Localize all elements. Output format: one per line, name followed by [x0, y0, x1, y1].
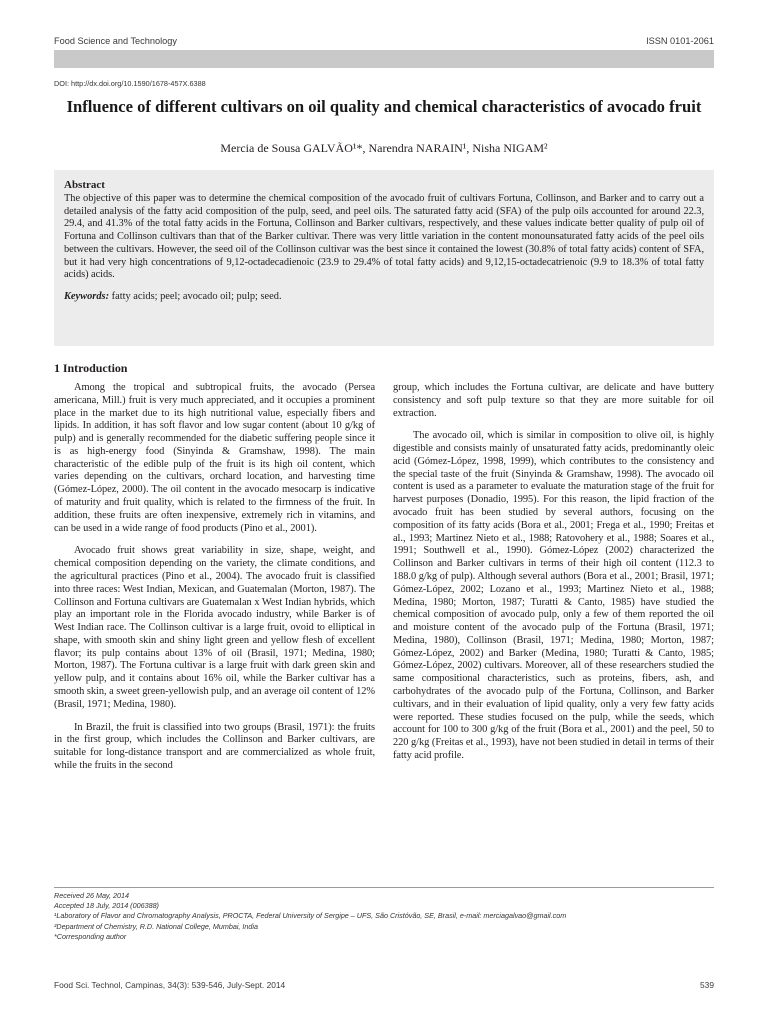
issn: ISSN 0101-2061	[646, 36, 714, 46]
abstract-box	[54, 170, 714, 346]
article-title: Influence of different cultivars on oil quality and chemical characteristics of avocado fruit	[66, 97, 702, 116]
footnote-divider	[54, 887, 714, 888]
running-header	[54, 33, 714, 49]
section-heading-introduction: 1 Introduction	[54, 361, 128, 375]
author-list: Mercia de Sousa GALVÃO¹*, Narendra NARAIN¹, Nisha NIGAM²	[220, 141, 548, 155]
abstract-text: The objective of this paper was to determine the chemical composition of the avocado fruit of cultivars Fortuna, Collinson, and Barker and to carry out a detailed analysis of the fatty acid composition of the pulp, seed, and peel oils. The saturated fatty acid (SFA) of the pulp oils accounted for around 22.3, 29.4, and 41.3% of the total fatty acids in the Fortuna, Collinson and Barker cultivars, respectively, and these values indicate better quality of pulp oil of Fortuna and Collinson cultivars than that of the Barker cultivar. There was very little variation in the content monounsaturated fatty acids of the peel oils between the cultivars. However, the seed oil of the Collinson cultivar was the best since it contained the lowest (30.8% of total fatty acids) content of SFA, but it had very high concentrations of 9,12-octadecadienoic (23.9 to 29.4% of total fatty acids) and 9,12,15-octadecatrienoic (9.9 to 18.3% of total fatty acids) acids.	[64, 193, 704, 281]
journal-name: Food Science and Technology	[54, 36, 177, 46]
doi-link[interactable]: http://dx.doi.org/10.1590/1678-457X.6388	[71, 79, 206, 88]
affiliation-2: ²Department of Chemistry, R.D. National College, Mumbai, India	[54, 921, 258, 931]
right-column	[393, 382, 714, 773]
body-paragraph: Avocado fruit shows great variability in size, shape, weight, and chemical composition depending on the variety, the climate conditions, and the agricultural practices (Pino et al., 2004). The avocado fruit is classified into three races: West Indian, Mexican, and Guatemalan (Morton, 1987). The Collinson and Fortuna cultivars are Guatemalan x West Indian hybrids, which play an important role in the Florida avocado industry, while Barker is of West Indian race. The Collinson cultivar is a large fruit, ovoid to elliptical in shape, with smooth skin and shiny light green and yellow flesh of excellent flavor; its pulp contains about 13% of oil (Brasil, 1971; Medina, 1980; Morton, 1987). The Fortuna cultivar is a large fruit with dark green skin and yellow pulp, and it contains about 16% oil, while the Barker cultivar has a smooth skin, a sweet green-yellowish pulp, and an average oil content of 12% (Brasil, 1971; Medina, 1980).	[54, 545, 375, 710]
running-footer	[54, 978, 714, 992]
page-number: 539	[700, 980, 714, 990]
footnotes	[54, 891, 714, 942]
keywords-label: Keywords:	[64, 290, 110, 302]
body-paragraph: group, which includes the Fortuna cultivar, are delicate and have buttery consistency and soft pulp texture so that they are more suitable for oil extraction.	[393, 382, 714, 419]
body-paragraph: Among the tropical and subtropical fruits, the avocado (Persea americana, Mill.) fruit is very much appreciated, and it occupies a prominent place in the market due to its high nutritional value, especially fibers and lipids. In addition, it has soft flavor and low sugar content (about 10 g/kg of pulp) and is generally recommended for the diabetic suffering people since it is as high-energy food (Sinyinda & Gramshaw, 1998). The main characteristic of the edible pulp of the fruit is its high oil content, which varies depending on the cultivars, orchard location, and harvesting time (Gómez-López, 2000). The oil content in the avocado mesocarp is indicative of maturity and fruit quality, which is related to the firmness of the fruit. In addition, these fruits are often inexpensive, extremely rich in vitamins, and can be used in a wide range of food products (Pino et al., 2001).	[54, 382, 375, 534]
doi-prefix: DOI:	[54, 79, 72, 88]
body-paragraph: In Brazil, the fruit is classified into two groups (Brasil, 1971): the fruits in the first group, which includes the Collinson and Barker cultivars, are suitable for long-distance transport and are commercialized as whole fruit, while the fruits in the second	[54, 721, 375, 771]
corresponding-author-note: *Corresponding author	[54, 931, 127, 941]
keywords-line	[64, 290, 704, 303]
citation: Food Sci. Technol, Campinas, 34(3): 539-546, July-Sept. 2014	[54, 980, 286, 990]
header-band	[54, 50, 714, 68]
doi-line	[54, 79, 206, 88]
body-paragraph: The avocado oil, which is similar in composition to olive oil, is highly digestible and consists mainly of unsaturated fatty acids, predominantly oleic acid (Gómez-López, 1998, 1999), which contributes to the consistency and the special taste of the fruit (Sinyinda & Gramshaw, 1998). The avocado oil content is used as a parameter to evaluate the maturation stage of the fruit for harvest purposes (Donadio, 1995). For this reason, the lipid fraction of the avocado fruit has been studied by several authors, focusing on the composition of its fatty acids (Bora et al., 2001; Frega et al., 1990; Freitas et al., 1993; Martinez Nieto et al., 1988; Ratovohery et al., 1988; Soares et al., 1991; Southwell et al., 1990). Gómez-López (2002) characterized the Collinson and Barker cultivars in terms of their high oil content (112.3 to 188.0 g/kg of pulp). Although several authors (Bora et al., 2001; Brasil, 1971; Gómez-López, 2002; Lozano et al., 1993; Martinez Nieto et al., 1988; Medina, 1980; Morton, 1987; Turatti & Canto, 1985) have studied the chemical composition of avocado pulp, only a few of them reported the oil and moisture content of the avocado pulp of the Fortuna (Brasil, 1971; Medina, 1980), Collinson (Brasil, 1971; Medina, 1980; Morton, 1987; Gómez-López, 2002) and Barker (Medina, 1980; Turatti & Canto, 1985; Gómez-López, 2002) cultivars. Moreover, all of these researchers studied the same compositional characteristics, such as proteins, fibers, ash, and carbohydrates of the avocado pulp of the Fortuna, Collinson, and Barker cultivars, and in their evaluation of lipid quality, only a very few fatty acids were reported. These studies focused on the pulp, while the seeds, which account for 100 to 300 g/kg of the fruit (Bora et al., 2001) and the peel, 50 to 220 g/kg (Freitas et al., 1993), have not been studied in detail in terms of their fatty acid profile.	[393, 430, 714, 761]
keywords-list: fatty acids; peel; avocado oil; pulp; seed.	[109, 290, 282, 302]
affiliation-1: ¹Laboratory of Flavor and Chromatography Analysis, PROCTA, Federal University of Sergipe – UFS, São Cristóvão, SE, Brasil, e-mail: merciagalvao@gmail.com	[54, 911, 567, 921]
left-column	[54, 361, 375, 783]
received-date: Received 26 May, 2014	[54, 891, 129, 900]
abstract-heading: Abstract	[64, 179, 105, 191]
accepted-date: Accepted 18 July, 2014 (006388)	[54, 901, 159, 911]
